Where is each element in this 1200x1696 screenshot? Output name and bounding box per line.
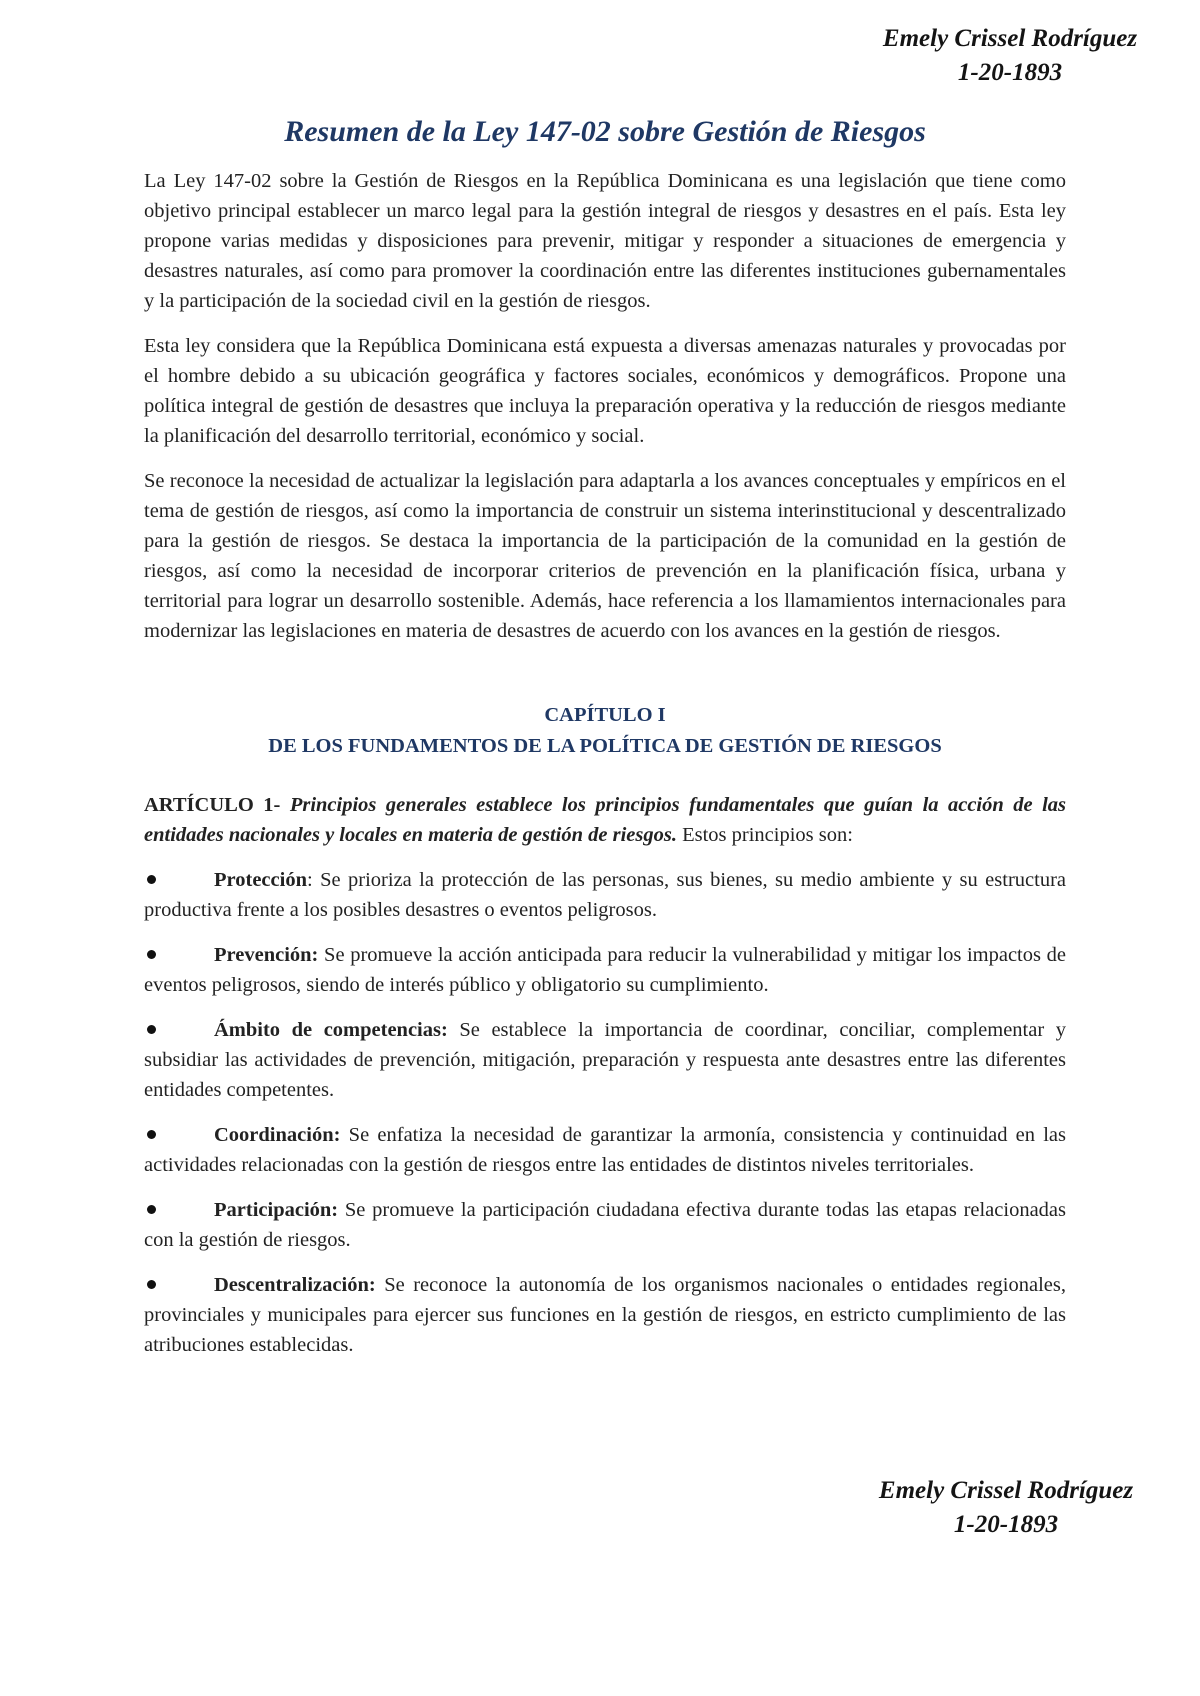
principle-text: Se promueve la participación ciudadana efectiva durante todas las etapas relacionadas con la gestión de riesgos.: [144, 1199, 1067, 1251]
principle-term: Protección: [214, 869, 307, 891]
paragraph-3: Se reconoce la necesidad de actualizar la legislación para adaptarla a los avances conceptuales y empíricos en el tema de gestión de riesgos, así como la importancia de construir un sistema interinstitucional y descentralizado para la gestión de riesgos. Se destaca la importancia de la participación de la comunidad en la gestión de riesgos, así como la necesidad de incorporar criterios de prevención en la planificación física, urbana y territorial para lograr un desarrollo sostenible. Además, hace referencia a los llamamientos internacionales para modernizar las legislaciones en materia de desastres de acuerdo con los avances en la gestión de riesgos.: [144, 470, 1066, 642]
article-intro: Estos principios son:: [682, 824, 853, 846]
chapter-title: DE LOS FUNDAMENTOS DE LA POLÍTICA DE GESTIÓN DE RIESGOS: [268, 735, 942, 757]
list-item: [144, 1015, 1066, 1105]
paragraph-1: La Ley 147-02 sobre la Gestión de Riesgos en la República Dominicana es una legislación que tiene como objetivo principal establecer un marco legal para la gestión integral de riesgos y desastres en el país. Esta ley propone varias medidas y disposiciones para prevenir, mitigar y responder a situaciones de emergencia y desastres naturales, así como para promover la coordinación entre las diferentes instituciones gubernamentales y la participación de la sociedad civil en la gestión de riesgos.: [144, 170, 1066, 312]
signature-stamp-bottom: [852, 1470, 1160, 1544]
signature-name: Emely Crissel Rodríguez: [878, 1477, 1134, 1504]
principle-text: Se promueve la acción anticipada para reducir la vulnerabilidad y mitigar los impactos de eventos peligrosos, siendo de interés público y obligatorio su cumplimiento.: [144, 944, 1066, 996]
bullet-icon: [147, 1280, 156, 1289]
principle-term: Descentralización:: [214, 1274, 376, 1296]
principle-separator: :: [306, 869, 313, 891]
principle-text: Se prioriza la protección de las personas, sus bienes, su medio ambiente y su estructura productiva frente a los posibles desastres o eventos peligrosos.: [144, 869, 1066, 921]
signature-name: Emely Crissel Rodríguez: [882, 25, 1138, 52]
bullet-icon: [147, 1025, 156, 1034]
bullet-icon: [147, 1205, 156, 1214]
list-item: [144, 1195, 1066, 1255]
principle-text: Se enfatiza la necesidad de garantizar la armonía, consistencia y continuidad en las actividades relacionadas con la gestión de riesgos entre las entidades de distintos niveles territoriales.: [144, 1124, 1067, 1176]
principle-term: Coordinación:: [214, 1124, 341, 1146]
document-page: [144, 112, 1066, 1375]
principle-text: Se reconoce la autonomía de los organismos nacionales o entidades regionales, provinciales y municipales para ejercer sus funciones en la gestión de riesgos, en estricto cumplimiento de las atribuciones establecidas.: [144, 1274, 1067, 1356]
principles-list: [144, 865, 1066, 1360]
paragraph-2: Esta ley considera que la República Dominicana está expuesta a diversas amenazas naturales y provocadas por el hombre debido a su ubicación geográfica y factores sociales, económicos y demográficos. Propone una política integral de gestión de desastres que incluya la preparación operativa y la reducción de riesgos mediante la planificación del desarrollo territorial, económico y social.: [144, 335, 1066, 447]
list-item: [144, 940, 1066, 1000]
principle-term: Prevención:: [214, 944, 319, 966]
principle-term: Participación:: [214, 1199, 339, 1221]
list-item: [144, 1270, 1066, 1360]
list-item: [144, 865, 1066, 925]
principle-term: Ámbito de competencias:: [214, 1019, 448, 1041]
list-item: [144, 1120, 1066, 1180]
article-1: [144, 790, 1066, 850]
signature-id: 1-20-1893: [953, 1511, 1059, 1538]
article-title: Principios generales establece los principios fundamentales que guían la acción de las entidades nacionales y locales en materia de gestión de riesgos.: [144, 794, 1067, 846]
signature-stamp-top: [860, 22, 1160, 90]
article-number: ARTÍCULO 1-: [144, 794, 281, 816]
signature-id: 1-20-1893: [957, 59, 1063, 86]
document-title: Resumen de la Ley 147-02 sobre Gestión de Riesgos: [284, 115, 926, 148]
bullet-icon: [147, 1130, 156, 1139]
bullet-icon: [147, 875, 156, 884]
chapter-heading: [144, 700, 1066, 762]
principle-text: Se establece la importancia de coordinar, conciliar, complementar y subsidiar las actividades de prevención, mitigación, preparación y respuesta ante desastres entre las diferentes entidades competentes.: [144, 1019, 1067, 1101]
chapter-number: CAPÍTULO I: [544, 704, 666, 726]
bullet-icon: [147, 950, 156, 959]
